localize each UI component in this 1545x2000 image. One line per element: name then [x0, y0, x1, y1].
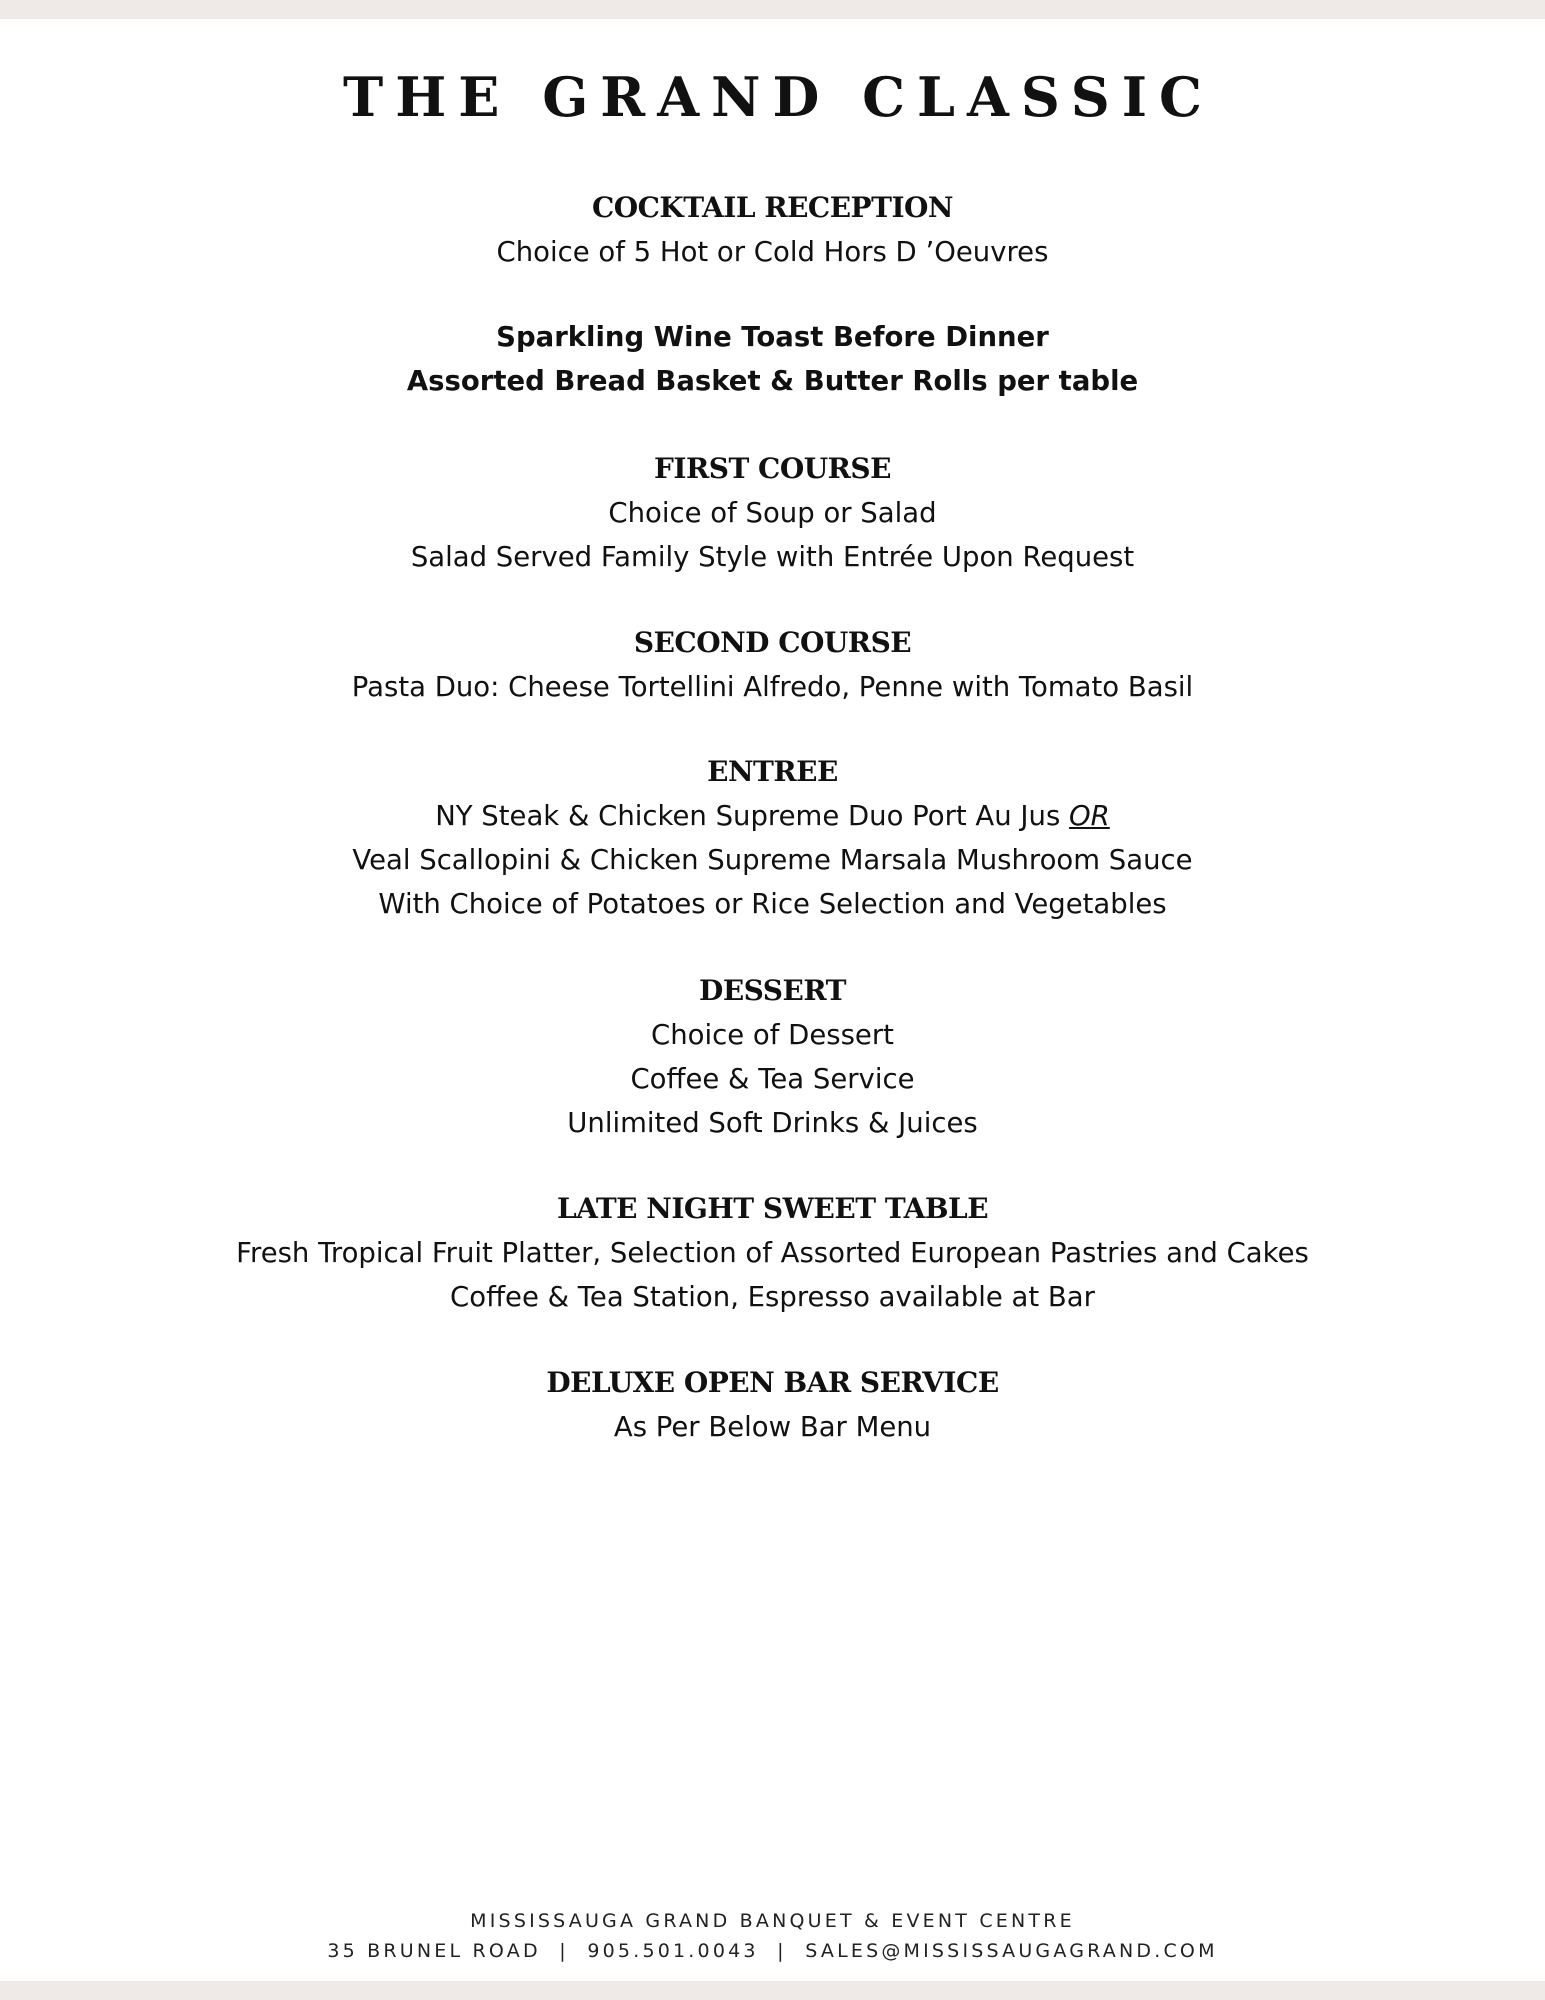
section-heading: FIRST COURSE [654, 452, 891, 485]
menu-line: Choice of Soup or Salad [608, 497, 937, 529]
section-deluxe-open-bar [0, 1361, 1545, 1449]
section-entree [0, 750, 1545, 926]
section-heading: DELUXE OPEN BAR SERVICE [546, 1366, 999, 1399]
section-heading: ENTREE [707, 755, 838, 788]
menu-line: Veal Scallopini & Chicken Supreme Marsala Mushroom Sauce [352, 844, 1193, 876]
menu-line: Unlimited Soft Drinks & Juices [567, 1107, 978, 1139]
menu-line: Choice of Dessert [651, 1019, 894, 1051]
menu-line [0, 794, 1545, 838]
section-cocktail-reception [0, 186, 1545, 274]
menu-line: Coffee & Tea Station, Espresso available at Bar [450, 1281, 1095, 1313]
menu-line: Coffee & Tea Service [630, 1063, 915, 1095]
footer-venue-name: MISSISSAUGA GRAND BANQUET & EVENT CENTRE [470, 1910, 1075, 1932]
menu-line: Assorted Bread Basket & Butter Rolls per table [406, 365, 1139, 397]
menu-line: With Choice of Potatoes or Rice Selection and Vegetables [378, 888, 1167, 920]
section-toast [0, 315, 1545, 403]
menu-line: Fresh Tropical Fruit Platter, Selection of Assorted European Pastries and Cakes [236, 1237, 1309, 1269]
entree-option-one: NY Steak & Chicken Supreme Duo Port Au Jus [435, 800, 1061, 832]
menu-line: As Per Below Bar Menu [613, 1411, 932, 1443]
menu-title: THE GRAND CLASSIC [343, 65, 1214, 129]
section-first-course [0, 447, 1545, 579]
menu-line: Salad Served Family Style with Entrée Upon Request [410, 541, 1135, 573]
or-separator: OR [1069, 800, 1110, 832]
section-heading: COCKTAIL RECEPTION [591, 191, 954, 224]
section-second-course [0, 621, 1545, 709]
section-dessert [0, 969, 1545, 1145]
menu-line: Choice of 5 Hot or Cold Hors D ’Oeuvres [496, 236, 1049, 268]
section-heading: DESSERT [699, 974, 846, 1007]
section-heading: SECOND COURSE [633, 626, 912, 659]
section-heading: LATE NIGHT SWEET TABLE [556, 1192, 989, 1225]
menu-line: Sparkling Wine Toast Before Dinner [496, 321, 1049, 353]
menu-line: Pasta Duo: Cheese Tortellini Alfredo, Penne with Tomato Basil [351, 671, 1194, 703]
footer-contact-info: 35 BRUNEL ROAD | 905.501.0043 | SALES@MISSISSAUGAGRAND.COM [327, 1940, 1218, 1962]
section-late-night-sweet-table [0, 1187, 1545, 1319]
